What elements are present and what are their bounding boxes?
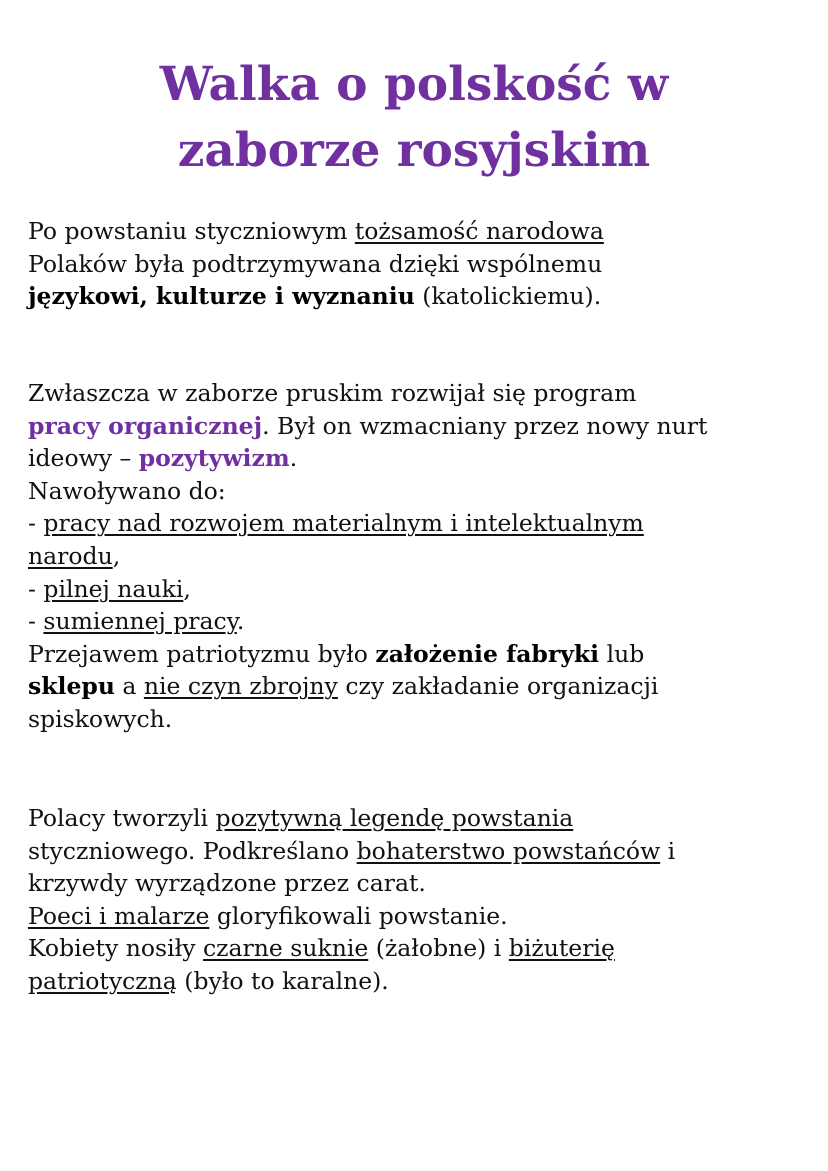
text: - — [28, 607, 44, 636]
bold-text: językowi, kulturze i wyznaniu — [28, 282, 415, 311]
underlined-text: sumiennej pracy — [43, 607, 237, 636]
text: Zwłaszcza w zaborze pruskim rozwijał się program — [28, 379, 637, 407]
text: Po powstaniu styczniowym — [28, 217, 355, 245]
underlined-text: bohaterstwo powstańców — [356, 836, 661, 865]
paragraph-2-line — [28, 605, 244, 637]
paragraph-3-line — [28, 932, 615, 964]
bold-text: założenie fabryki — [375, 639, 600, 668]
text: Kobiety nosiły — [28, 934, 203, 963]
text: i — [660, 836, 676, 865]
text: ideowy – — [28, 444, 139, 473]
paragraph-3-line — [28, 802, 573, 834]
title-line: Walka o polskość w — [159, 57, 669, 112]
underlined-text: pozytywną legendę powstania — [215, 804, 574, 832]
paragraph-3-line — [28, 867, 426, 899]
underlined-text: nie czyn zbrojny — [143, 672, 338, 701]
paragraph-1-line — [28, 248, 602, 280]
underlined-text: pilnej nauki — [43, 574, 184, 603]
underlined-text: tożsamość narodowa — [354, 217, 604, 245]
paragraph-2-line — [28, 540, 120, 572]
text: styczniowego. Podkreślano — [28, 836, 357, 865]
highlighted-term: pozytywizm — [138, 444, 290, 473]
paragraph-2-line — [28, 638, 644, 670]
paragraph-3-line — [28, 835, 675, 867]
text: krzywdy wyrządzone przez carat. — [28, 869, 426, 898]
paragraph-2-line — [28, 377, 636, 409]
text: lub — [599, 639, 645, 668]
text: (było to karalne). — [176, 967, 389, 995]
paragraph-3-line — [28, 900, 508, 932]
paragraph-3-line — [28, 965, 389, 997]
paragraph-1-line — [28, 280, 601, 312]
highlighted-term: pracy organicznej — [28, 411, 263, 440]
text: , — [183, 574, 191, 603]
text: . — [289, 444, 298, 473]
underlined-text: pracy nad rozwojem materialnym i intelektualnym — [43, 509, 644, 538]
text: - — [28, 509, 44, 538]
bold-text: sklepu — [28, 672, 115, 701]
text: Polaków była podtrzymywana dzięki wspólnemu — [28, 249, 603, 278]
text: (katolickiemu). — [414, 282, 602, 311]
text: (żałobne) i — [368, 934, 509, 963]
paragraph-2-line — [28, 410, 707, 442]
underlined-text: narodu — [28, 542, 113, 570]
text: . Był on wzmacniany przez nowy nurt — [262, 411, 708, 440]
text: czy zakładanie organizacji — [337, 672, 659, 701]
text: Polacy tworzyli — [28, 804, 216, 832]
underlined-text: patriotyczną — [28, 967, 177, 995]
underlined-text: czarne suknie — [202, 934, 369, 963]
paragraph-1-line — [28, 215, 604, 247]
text: , — [112, 542, 121, 570]
paragraph-2-line — [28, 442, 297, 474]
paragraph-2-line — [28, 475, 226, 507]
text: Nawoływano do: — [28, 476, 226, 505]
paragraph-2-line — [28, 703, 172, 735]
paragraph-2-line — [28, 507, 644, 539]
text: spiskowych. — [28, 705, 173, 733]
paragraph-2-line — [28, 670, 658, 702]
underlined-text: biżuterię — [508, 934, 615, 963]
page-title — [0, 52, 828, 184]
title-line: zaborze rosyjskim — [177, 123, 651, 178]
text: gloryfikowali powstanie. — [209, 901, 508, 930]
text: - — [28, 574, 44, 603]
paragraph-2-line — [28, 573, 191, 605]
underlined-text: Poeci i malarze — [28, 901, 210, 930]
text: . — [236, 607, 245, 636]
text: Przejawem patriotyzmu było — [28, 639, 376, 668]
text: a — [114, 672, 144, 701]
